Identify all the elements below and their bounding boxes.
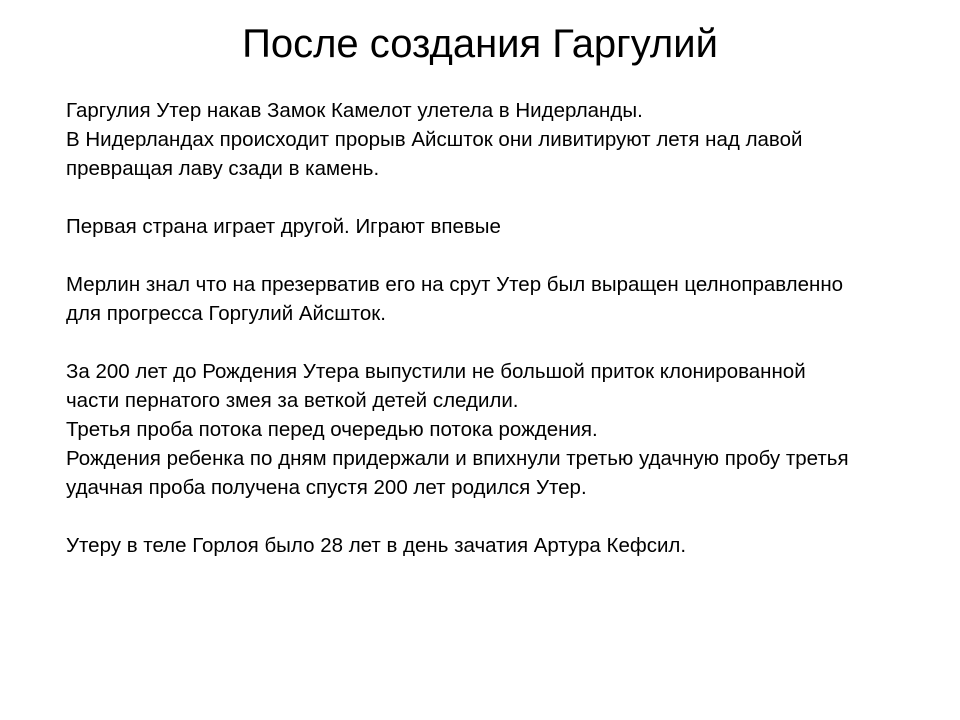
text-line: За 200 лет до Рождения Утера выпустили не большой приток клонированной (66, 360, 806, 383)
text-line: Третья проба потока перед очередью потока рождения. (66, 418, 598, 441)
paragraph-3 (66, 270, 926, 328)
slide-body (66, 96, 926, 589)
text-line: Первая страна играет другой. Играют впевые (66, 215, 501, 238)
paragraph-1 (66, 96, 926, 183)
text-line: для прогресса Горгулий Айсшток. (66, 302, 386, 325)
paragraph-2 (66, 212, 926, 241)
text-line: Мерлин знал что на презерватив его на срут Утер был выращен целноправленно (66, 273, 844, 296)
text-line: удачная проба получена спустя 200 лет родился Утер. (66, 476, 587, 499)
slide-title: После создания Гаргулий (242, 22, 718, 66)
paragraph-4 (66, 357, 926, 502)
text-line: части пернатого змея за веткой детей следили. (66, 389, 519, 412)
paragraph-5 (66, 531, 926, 560)
text-line: Рождения ребенка по дням придержали и впихнули третью удачную пробу третья (66, 447, 849, 470)
text-line: В Нидерландах происходит прорыв Айсшток они ливитируют летя над лавой (66, 128, 803, 151)
text-line: Гаргулия Утер накав Замок Камелот улетела в Нидерланды. (66, 99, 643, 122)
text-line: превращая лаву сзади в камень. (66, 157, 380, 180)
text-line: Утеру в теле Горлоя было 28 лет в день зачатия Артура Кефсил. (66, 534, 687, 557)
